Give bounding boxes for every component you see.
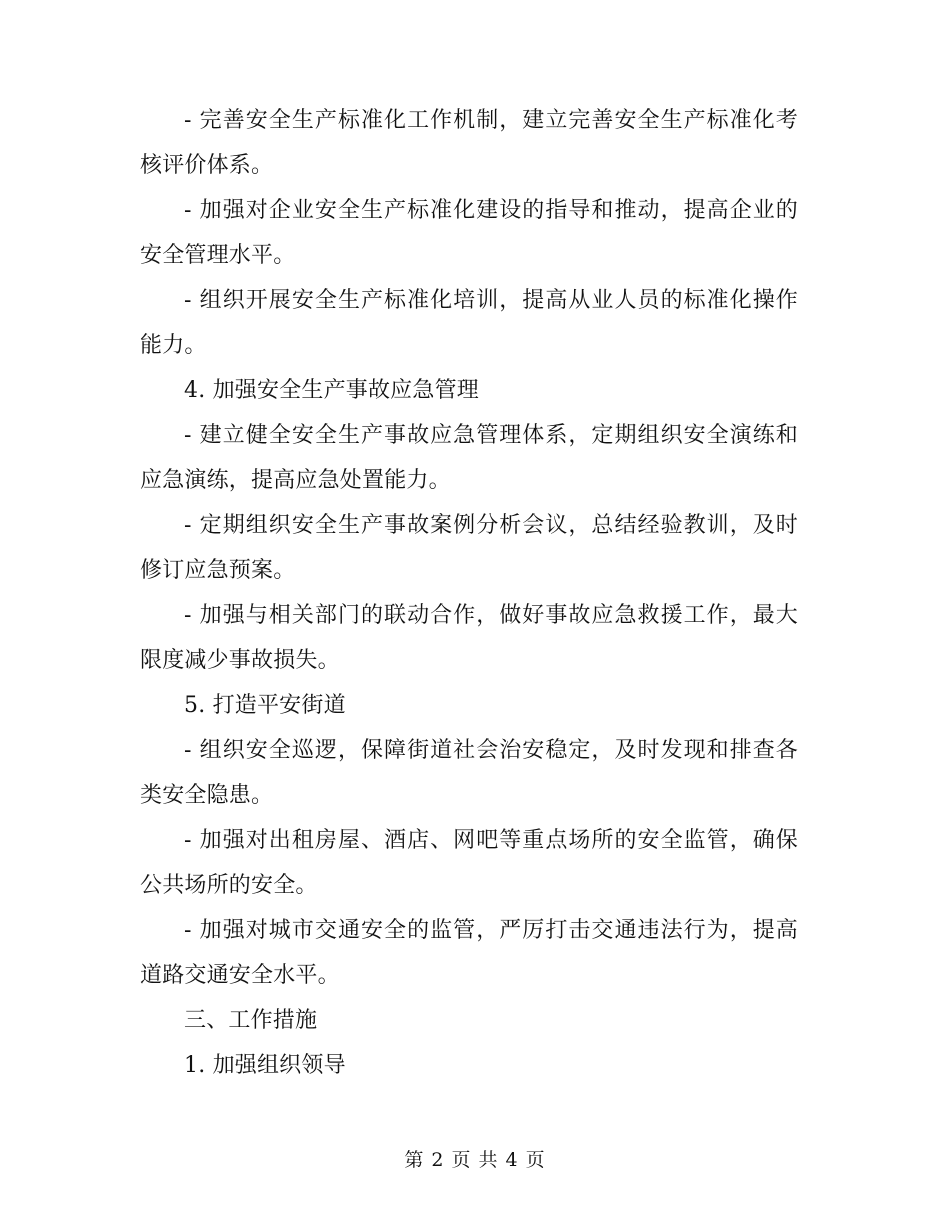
paragraph-6: - 定期组织安全生产事故案例分析会议，总结经验教训，及时修订应急预案。 xyxy=(140,513,798,583)
page-footer: 第 2 页 共 4 页 xyxy=(404,1149,546,1171)
paragraph-5: - 建立健全安全生产事故应急管理体系，定期组织安全演练和应急演练，提高应急处置能力。 xyxy=(140,423,798,493)
section-heading-5: 5. 打造平安街道 xyxy=(184,693,346,718)
section-heading-4: 4. 加强安全生产事故应急管理 xyxy=(184,378,479,403)
paragraph-9: - 组织安全巡逻，保障街道社会治安稳定，及时发现和排查各类安全隐患。 xyxy=(140,738,798,808)
paragraph-3: - 组织开展安全生产标准化培训，提高从业人员的标准化操作能力。 xyxy=(140,288,798,358)
subsection-heading-1: 1. 加强组织领导 xyxy=(184,1053,346,1078)
document-body xyxy=(140,98,798,1088)
chapter-heading-3: 三、工作措施 xyxy=(184,1008,318,1033)
paragraph-7: - 加强与相关部门的联动合作，做好事故应急救援工作，最大限度减少事故损失。 xyxy=(140,603,798,673)
paragraph-10: - 加强对出租房屋、酒店、网吧等重点场所的安全监管，确保公共场所的安全。 xyxy=(140,828,798,898)
paragraph-1: - 完善安全生产标准化工作机制，建立完善安全生产标准化考核评价体系。 xyxy=(140,108,798,178)
paragraph-11: - 加强对城市交通安全的监管，严厉打击交通违法行为，提高道路交通安全水平。 xyxy=(140,918,798,988)
paragraph-2: - 加强对企业安全生产标准化建设的指导和推动，提高企业的安全管理水平。 xyxy=(140,198,798,268)
